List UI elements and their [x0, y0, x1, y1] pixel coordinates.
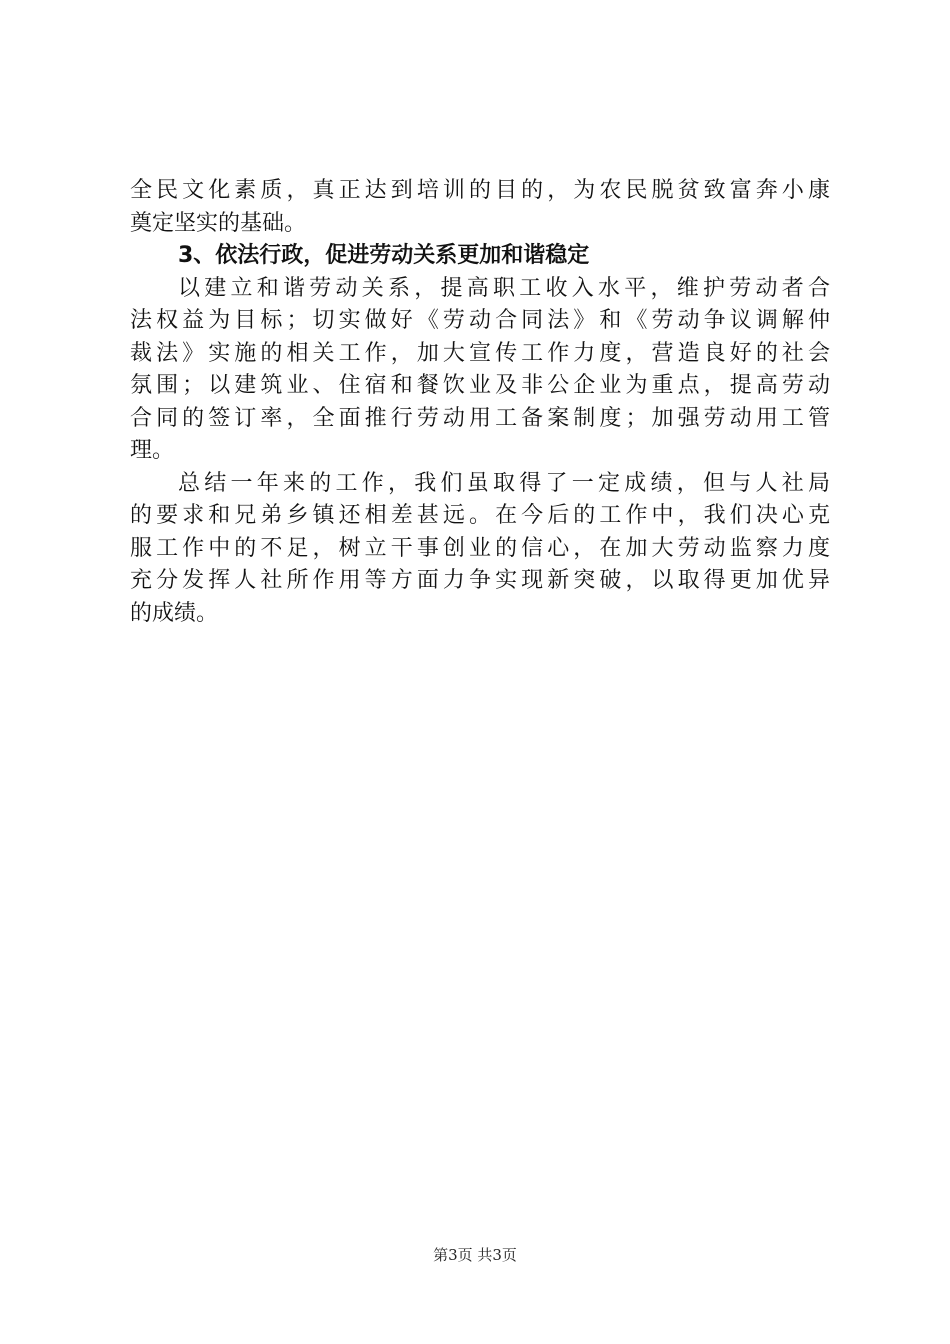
text-line: 奠定坚实的基础。: [130, 210, 307, 236]
text-line: 法权益为目标；切实做好《劳动合同法》和《劳动争议调解仲: [130, 308, 830, 333]
text-line: 全民文化素质，真正达到培训的目的，为农民脱贫致富奔小康: [130, 178, 830, 203]
section-heading: 3、依法行政，促进劳动关系更加和谐稳定: [178, 243, 590, 268]
document-body: [130, 175, 830, 630]
text-line: 充分发挥人社所作用等方面力争实现新突破，以取得更加优异: [130, 568, 830, 593]
text-line: 氛围；以建筑业、住宿和餐饮业及非公企业为重点，提高劳动: [130, 373, 830, 398]
text-line: 合同的签订率，全面推行劳动用工备案制度；加强劳动用工管: [130, 405, 830, 431]
text-line: 裁法》实施的相关工作，加大宣传工作力度，营造良好的社会: [130, 340, 830, 366]
text-line: 理。: [130, 438, 175, 463]
text-line: 以建立和谐劳动关系，提高职工收入水平，维护劳动者合: [178, 275, 830, 301]
paragraph-summary: [130, 468, 830, 631]
text-line: 总结一年来的工作，我们虽取得了一定成绩，但与人社局: [178, 470, 830, 496]
paragraph-labor-relations: [130, 273, 830, 468]
text-line: 服工作中的不足，树立干事创业的信心，在加大劳动监察力度: [130, 535, 830, 561]
paragraph-continuation: [130, 175, 830, 240]
text-line: 的成绩。: [130, 600, 219, 626]
page-number-footer: 第3页 共3页: [433, 1246, 517, 1264]
text-line: 的要求和兄弟乡镇还相差甚远。在今后的工作中，我们决心克: [130, 503, 830, 528]
